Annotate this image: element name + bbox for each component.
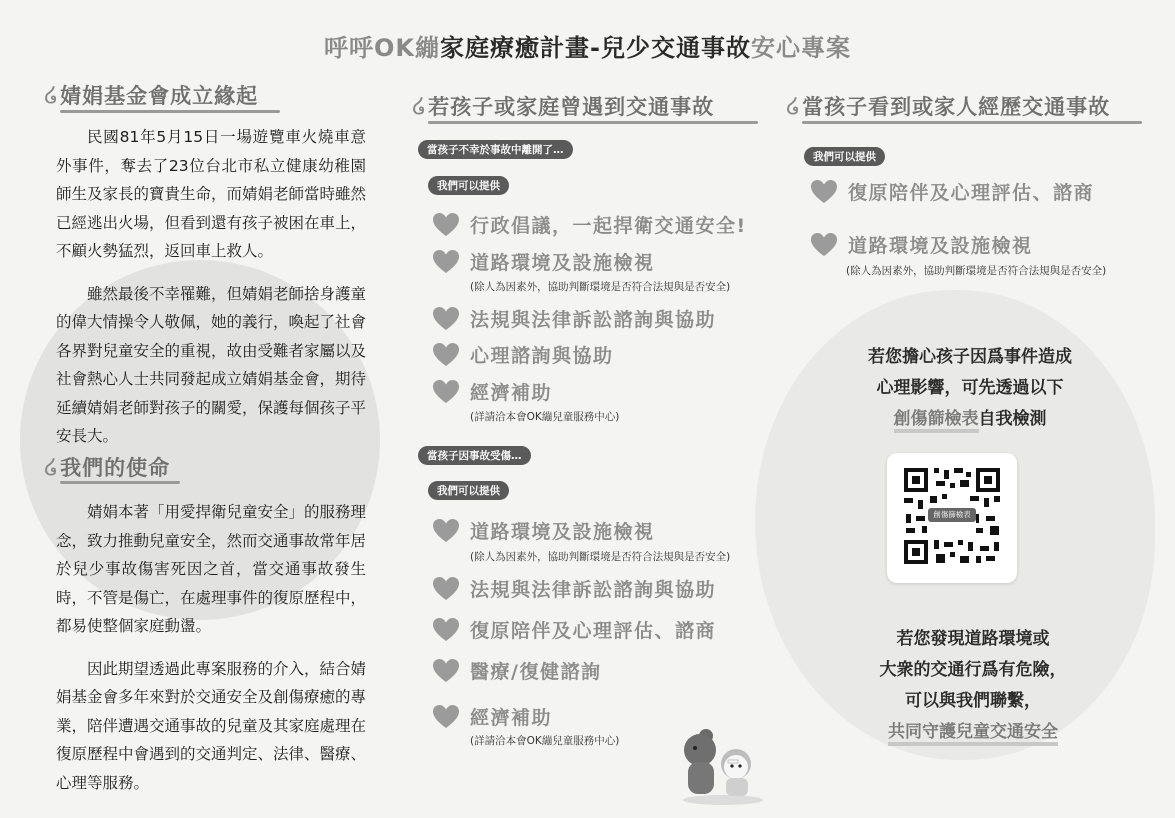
heart-icon <box>432 379 460 405</box>
paragraph: 婧娟本著「用愛捍衛兒童安全」的服務理念，致力推動兒童安全，然而交通事故常年居於兒少事故傷害死因之首，當交通事故發生時，不管是傷亡，在處理事件的復原歷程中，都易使整個家庭動盪。 <box>56 503 367 635</box>
heart-icon <box>432 576 460 602</box>
service-item <box>432 211 747 238</box>
service-item <box>432 305 716 332</box>
heart-icon <box>432 518 460 544</box>
service-label: 復原陪伴及心理評估、諮商 <box>848 182 1095 204</box>
paragraph: 雖然最後不幸罹難，但婧娟老師捨身護童的偉大情操令人敬佩，她的義行，喚起了社會各界對兒童安全的重視，故由受難者家屬以及社會熱心人士共同發起成立婧娟基金會，期待延續婧娟老師對孩子的關愛，保護每個孩子平安長大。 <box>56 284 367 445</box>
service-label: 行政倡議，一起捍衛交通安全! <box>470 215 747 237</box>
origin-text <box>56 123 366 451</box>
service-item <box>432 703 552 730</box>
heart-icon <box>432 617 460 643</box>
curl-icon: ໒ <box>44 82 59 108</box>
contact-prompt <box>808 624 1138 748</box>
heart-icon <box>432 212 460 238</box>
heart-icon <box>432 249 460 275</box>
screening-prompt <box>805 342 1135 435</box>
section-heading-origin: ໒ 婧娟基金會成立緣起 <box>44 82 259 108</box>
service-item <box>432 616 716 643</box>
slogan-highlight: 共同守護兒童交通安全 <box>888 722 1058 746</box>
service-item <box>432 517 655 544</box>
service-item <box>810 231 1033 258</box>
text-line: 創傷篩檢表自我檢測 <box>805 404 1135 435</box>
service-item <box>432 657 601 684</box>
heading-underline <box>60 481 180 484</box>
heart-icon <box>432 306 460 332</box>
page-title <box>0 28 1175 63</box>
section-heading-mission: ໒ 我們的使命 <box>44 454 171 480</box>
service-label: 經濟補助 <box>470 707 553 729</box>
service-label: 復原陪伴及心理評估、諮商 <box>470 620 717 642</box>
curl-icon: ໒ <box>44 454 59 480</box>
offer-pill: 我們可以提供 <box>428 176 509 195</box>
service-item <box>432 378 552 405</box>
section-heading-accident: ໒ 若孩子或家庭曾遇到交通事故 <box>412 93 715 119</box>
heading-underline <box>60 110 280 113</box>
text-line: 心理影響，可先透過以下 <box>876 378 1064 398</box>
text-line: 大衆的交通行爲有危險， <box>879 660 1067 680</box>
service-item <box>432 248 655 275</box>
section-heading-witness: ໒ 當孩子看到或家人經歷交通事故 <box>786 93 1111 119</box>
service-label: 醫療/復健諮詢 <box>470 661 602 683</box>
bear-mascot <box>678 720 768 805</box>
mission-text <box>56 498 366 797</box>
service-note: (除人為因素外，協助判斷環境是否符合法規與是否安全) <box>846 265 1107 277</box>
service-item <box>432 341 614 368</box>
title-main: 家庭療癒計畫-兒少交通事故 <box>440 34 751 62</box>
title-project: 安心專案 <box>750 34 851 62</box>
curl-icon: ໒ <box>786 93 801 119</box>
service-label: 法規與法律訴訟諮詢與協助 <box>470 579 717 601</box>
situation-pill: 當孩子不幸於事故中離開了… <box>418 140 573 159</box>
heading-underline <box>802 121 1142 124</box>
service-label: 法規與法律訴訟諮詢與協助 <box>470 309 717 331</box>
text-line: 若您發現道路環境或 <box>896 629 1050 649</box>
offer-pill: 我們可以提供 <box>428 481 509 500</box>
qr-label: 創傷篩檢表 <box>933 510 971 519</box>
offer-pill: 我們可以提供 <box>804 147 885 166</box>
text-line: 可以與我們聯繫， <box>905 691 1041 711</box>
service-note: (詳請洽本會OK繃兒童服務中心) <box>470 735 620 747</box>
heading-underline <box>428 121 758 124</box>
curl-icon: ໒ <box>412 93 427 119</box>
service-label: 道路環境及設施檢視 <box>470 521 655 543</box>
heart-icon <box>810 179 838 205</box>
title-brand: 呼呼OK繃 <box>324 34 441 62</box>
heart-icon <box>432 342 460 368</box>
heart-icon <box>810 232 838 258</box>
qr-card[interactable] <box>887 453 1017 583</box>
service-label: 心理諮詢與協助 <box>470 345 614 367</box>
heart-icon <box>432 658 460 684</box>
service-label: 道路環境及設施檢視 <box>848 235 1033 257</box>
text-line <box>808 717 1138 748</box>
service-label: 經濟補助 <box>470 382 553 404</box>
service-note: (除人為因素外，協助判斷環境是否符合法規與是否安全) <box>470 551 731 563</box>
situation-pill: 當孩子因事故受傷… <box>418 446 531 465</box>
paragraph: 因此期望透過此專案服務的介入，結合婧娟基金會多年來對於交通安全及創傷療癒的專業，陪伴遭遇交通事故的兒童及其家庭處理在復原歷程中會遇到的交通判定、法律、醫療、心理等服務。 <box>56 659 367 792</box>
paragraph: 民國81年5月15日一場遊覽車火燒車意外事件，奪去了23位台北市私立健康幼稚園師生及家長的寶貴生命，而婧娟老師當時雖然已經逃出火場，但看到還有孩子被困在車上，不顧火勢猛烈，返回車上救人。 <box>56 128 367 260</box>
service-label: 道路環境及設施檢視 <box>470 252 655 274</box>
service-item <box>810 178 1094 205</box>
heart-icon <box>432 704 460 730</box>
service-item <box>432 575 716 602</box>
text-line: 若您擔心孩子因爲事件造成 <box>868 347 1072 367</box>
screening-link[interactable]: 創傷篩檢表 <box>894 409 979 433</box>
service-note: (除人為因素外，協助判斷環境是否符合法規與是否安全) <box>470 281 731 293</box>
service-note: (詳請洽本會OK繃兒童服務中心) <box>470 411 620 423</box>
